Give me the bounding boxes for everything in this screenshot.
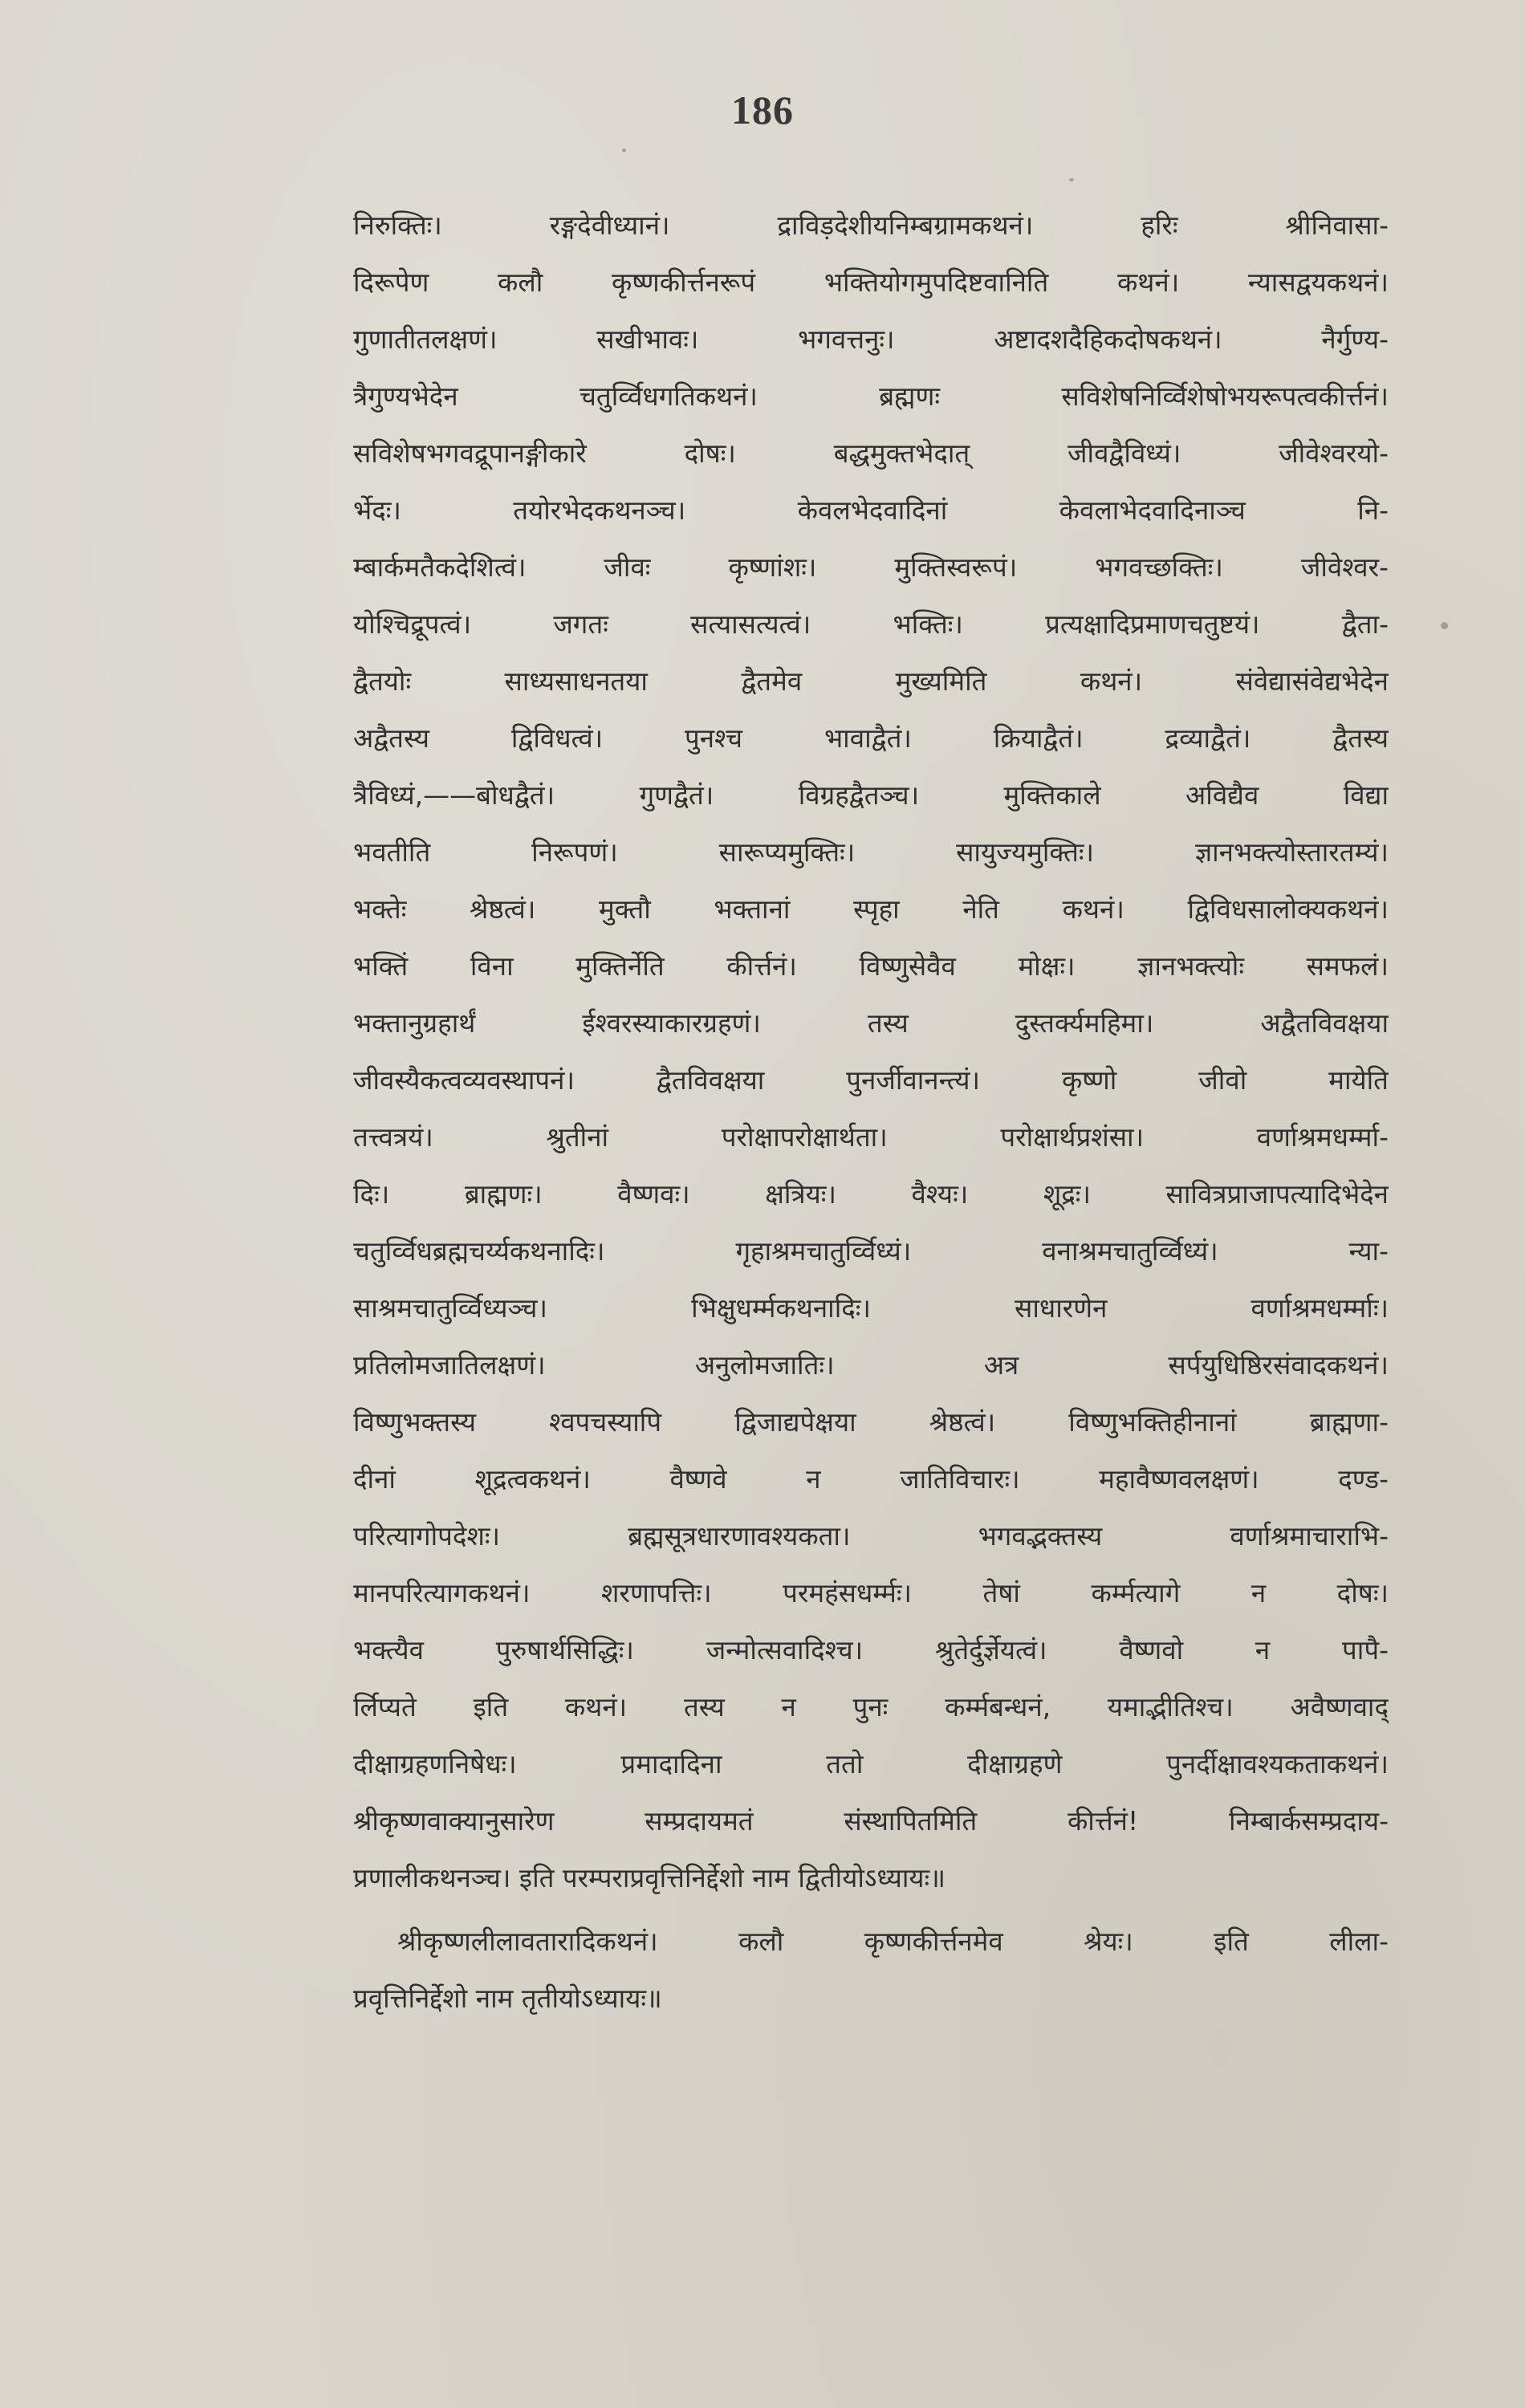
page-speck xyxy=(1069,178,1074,181)
text-line: भक्तानुग्रहार्थं ईश्वरस्याकारग्रहणं। तस्य दुस्तर्क्यमहिमा। अद्वैतविवक्षया xyxy=(353,1007,1389,1039)
page-number: 186 xyxy=(731,87,794,132)
text-line: दीक्षाग्रहणनिषेधः। प्रमादादिना ततो दीक्षाग्रहणे पुनर्दीक्षावश्यकताकथनं। xyxy=(353,1748,1389,1780)
text-line: भवतीति निरूपणं। सारूप्यमुक्तिः। सायुज्यमुक्तिः। ज्ञानभक्त्योस्तारतम्यं। xyxy=(353,836,1389,868)
text-line: भक्त्यैव पुरुषार्थसिद्धिः। जन्मोत्सवादिश्च। श्रुतेर्दुर्ज्ञेयत्वं। वैष्णवो न पापै- xyxy=(353,1634,1389,1666)
text-line: गुणातीतलक्षणं। सखीभावः। भगवत्तनुः। अष्टादशदैहिकदोषकथनं। नैर्गुण्य- xyxy=(353,323,1389,355)
text-line: चतुर्व्विधब्रह्मचर्य्यकथनादिः। गृहाश्रमचातुर्व्विध्यं। वनाश्रमचातुर्व्विध्यं। न्या- xyxy=(353,1235,1389,1267)
text-line: श्रीकृष्णवाक्यानुसारेण सम्प्रदायमतं संस्थापितमिति कीर्त्तनं! निम्बार्कसम्प्रदाय- xyxy=(353,1805,1389,1837)
text-line: परित्यागोपदेशः। ब्रह्मसूत्रधारणावश्यकता। भगवद्भक्तस्य वर्णाश्रमाचाराभि- xyxy=(353,1520,1389,1552)
text-line: म्बार्कमतैकदेशित्वं। जीवः कृष्णांशः। मुक्तिस्वरूपं। भगवच्छक्तिः। जीवेश्वर- xyxy=(353,551,1389,583)
paragraph-gap xyxy=(353,1906,1389,1913)
text-line: द्वैतयोः साध्यसाधनतया द्वैतमेव मुख्यमिति कथनं। संवेद्यासंवेद्यभेदेन xyxy=(353,665,1389,697)
text-line: दीनां शूद्रत्वकथनं। वैष्णवे न जातिविचारः। महावैष्णवलक्षणं। दण्ड- xyxy=(353,1463,1389,1495)
text-line: दिः। ब्राह्मणः। वैष्णवः। क्षत्रियः। वैश्यः। शूद्रः। सावित्रप्राजापत्यादिभेदेन xyxy=(353,1178,1389,1210)
text-line: र्भेदः। तयोरभेदकथनञ्च। केवलभेदवादिनां केवलाभेदवादिनाञ्च नि- xyxy=(353,494,1389,526)
text-line: श्रीकृष्णलीलावतारादिकथनं। कलौ कृष्णकीर्त्तनमेव श्रेयः। इति लीला- xyxy=(397,1926,1389,1957)
text-line: भक्तिं विना मुक्तिर्नेति कीर्त्तनं। विष्णुसेवैव मोक्षः। ज्ञानभक्त्योः समफलं। xyxy=(353,950,1389,982)
page-speck xyxy=(622,148,626,153)
text-line: प्रतिलोमजातिलक्षणं। अनुलोमजातिः। अत्र सर्पयुधिष्ठिरसंवादकथनं। xyxy=(353,1349,1389,1381)
text-line: प्रणालीकथनञ्च। इति परम्पराप्रवृत्तिनिर्द्देशो नाम द्वितीयोऽध्यायः॥ xyxy=(353,1862,946,1893)
text-line: साश्रमचातुर्व्विध्यञ्च। भिक्षुधर्म्मकथनादिः। साधारणेन वर्णाश्रमधर्म्माः। xyxy=(353,1292,1389,1324)
page-speck xyxy=(1441,622,1448,629)
text-line: निरुक्तिः। रङ्गदेवीध्यानं। द्राविड़देशीयनिम्बग्रामकथनं। हरिः श्रीनिवासा- xyxy=(353,209,1389,241)
text-line: तत्त्वत्रयं। श्रुतीनां परोक्षापरोक्षार्थता। परोक्षार्थप्रशंसा। वर्णाश्रमधर्म्मा- xyxy=(353,1121,1389,1153)
text-line: अद्वैतस्य द्विविधत्वं। पुनश्च भावाद्वैतं। क्रियाद्वैतं। द्रव्याद्वैतं। द्वैतस्य xyxy=(353,722,1389,754)
text-line: योश्चिद्रूपत्वं। जगतः सत्यासत्यत्वं। भक्तिः। प्रत्यक्षादिप्रमाणचतुष्टयं। द्वैता- xyxy=(353,608,1389,640)
text-line: दिरूपेण कलौ कृष्णकीर्त्तनरूपं भक्तियोगमुपदिष्टवानिति कथनं। न्यासद्वयकथनं। xyxy=(353,266,1389,298)
paragraph xyxy=(353,1913,1389,2027)
text-line: प्रवृत्तिनिर्द्देशो नाम तृतीयोऽध्यायः॥ xyxy=(353,1983,662,2014)
text-line: विष्णुभक्तस्य श्वपचस्यापि द्विजाद्यपेक्षया श्रेष्ठत्वं। विष्णुभक्तिहीनानां ब्राह्मणा- xyxy=(353,1406,1389,1438)
paragraph xyxy=(353,197,1389,1906)
text-line: र्लिप्यते इति कथनं। तस्य न पुनः कर्म्मबन्धनं, यमाद्भीतिश्च। अवैष्णवाद् xyxy=(353,1691,1389,1723)
text-line: सविशेषभगवद्रूपानङ्गीकारे दोषः। बद्धमुक्तभेदात् जीवद्वैविध्यं। जीवेश्वरयो- xyxy=(353,437,1389,469)
text-line: त्रैगुण्यभेदेन चतुर्व्विधगतिकथनं। ब्रह्मणः सविशेषनिर्व्विशेषोभयरूपत्वकीर्त्तनं। xyxy=(353,380,1389,412)
text-line: जीवस्यैकत्वव्यवस्थापनं। द्वैतविवक्षया पुनर्जीवानन्त्यं। कृष्णो जीवो मायेति xyxy=(353,1064,1389,1096)
body-text xyxy=(353,197,1389,2027)
text-line: भक्तेः श्रेष्ठत्वं। मुक्तौ भक्तानां स्पृहा नेति कथनं। द्विविधसालोक्यकथनं। xyxy=(353,893,1389,925)
text-line: मानपरित्यागकथनं। शरणापत्तिः। परमहंसधर्म्मः। तेषां कर्म्मत्यागे न दोषः। xyxy=(353,1577,1389,1609)
text-line: त्रैविध्यं,——बोधद्वैतं। गुणद्वैतं। विग्रहद्वैतञ्च। मुक्तिकाले अविद्यैव विद्या xyxy=(353,779,1389,811)
